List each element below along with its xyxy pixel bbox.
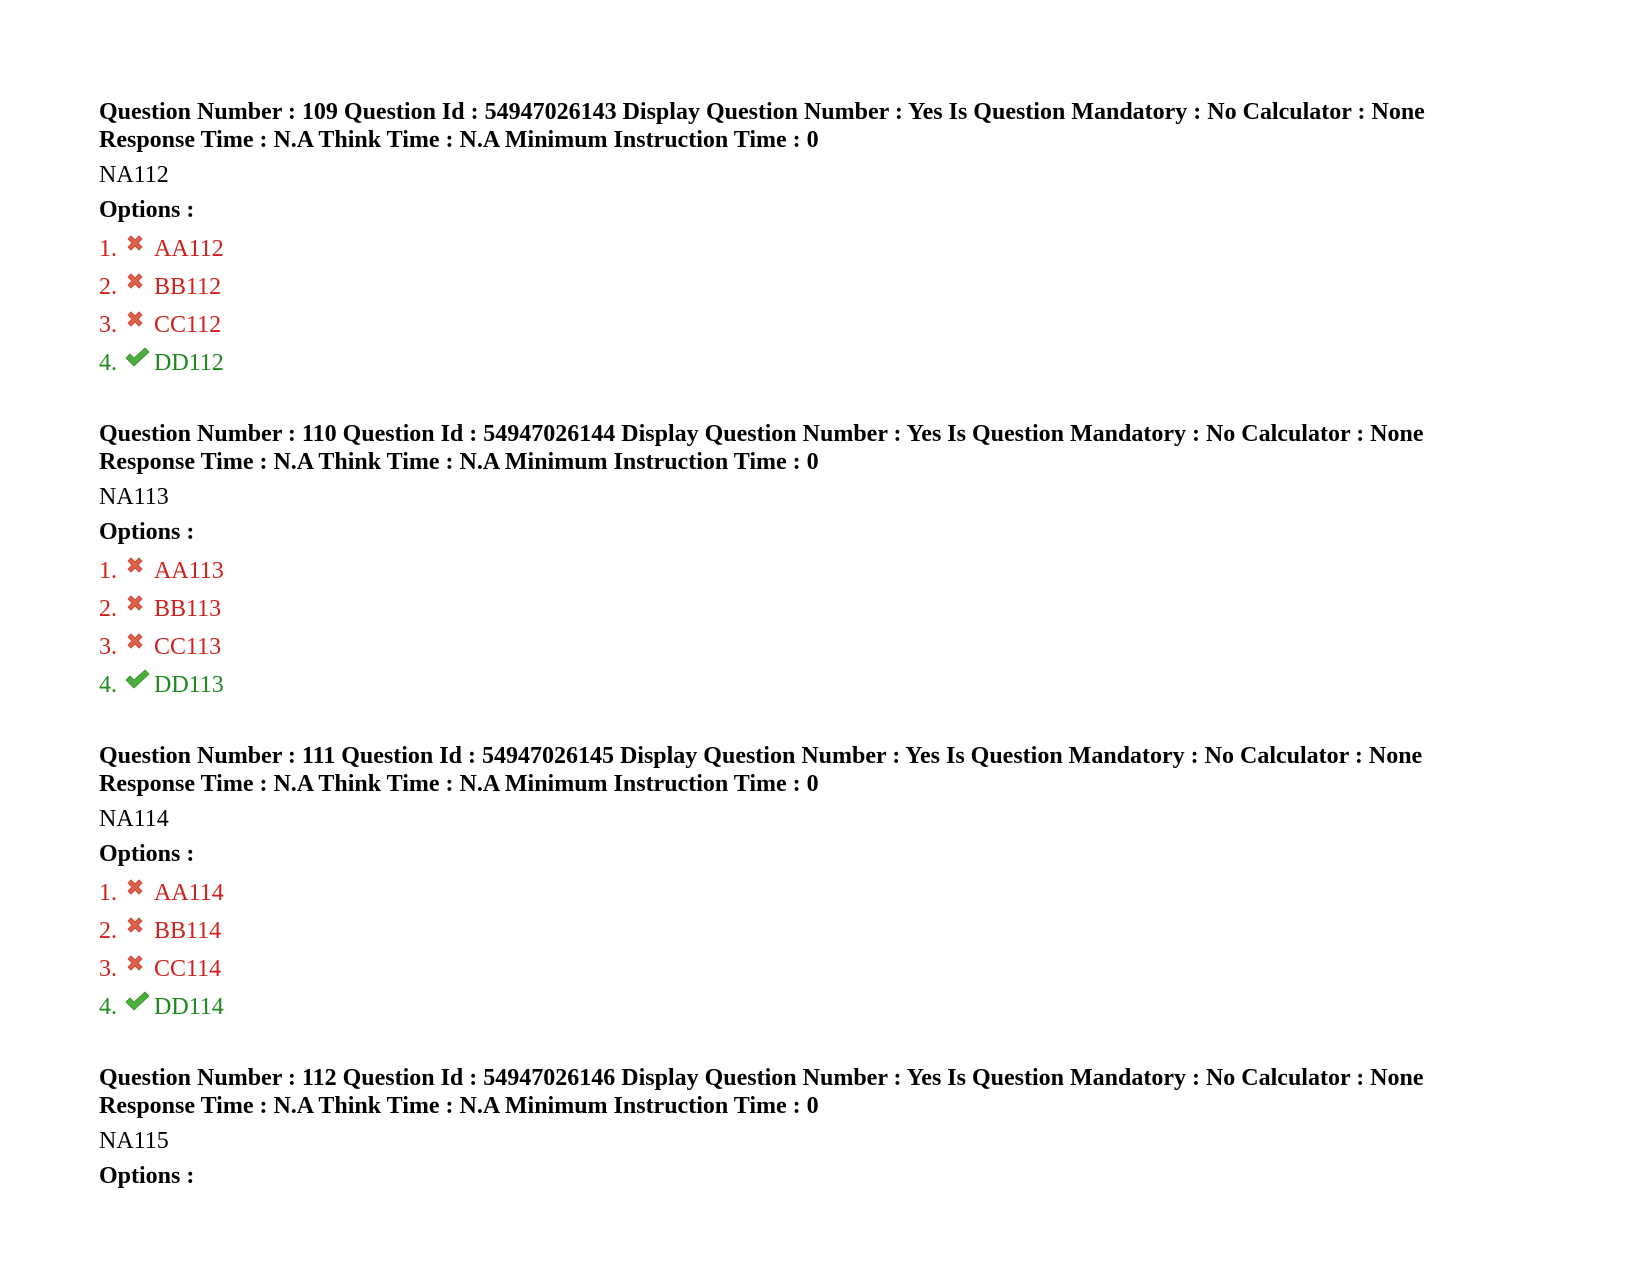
option-item: [99, 344, 1579, 382]
option-text: AA112: [154, 236, 224, 262]
question-block: [99, 420, 1579, 704]
question-header-line2: Response Time : N.A Think Time : N.A Minimum Instruction Time : 0: [99, 771, 819, 797]
question-paper: [99, 98, 1579, 1228]
option-text: DD114: [154, 994, 224, 1020]
cross-icon: [124, 273, 154, 301]
question-text: NA114: [99, 806, 169, 832]
option-item: [99, 590, 1579, 628]
option-text: CC114: [154, 956, 222, 982]
cross-icon: [124, 879, 154, 907]
option-item: [99, 874, 1579, 912]
question-text: NA113: [99, 484, 169, 510]
question-text: NA112: [99, 162, 169, 188]
option-item: [99, 230, 1579, 268]
option-item: [99, 268, 1579, 306]
question-block: [99, 742, 1579, 1026]
option-item: [99, 628, 1579, 666]
option-number: 2.: [99, 596, 117, 622]
option-number: 4.: [99, 994, 117, 1020]
option-text: BB112: [154, 274, 222, 300]
option-text: AA114: [154, 880, 224, 906]
options-list: [99, 552, 1579, 704]
option-number: 1.: [99, 558, 117, 584]
question-header-line1: Question Number : 111 Question Id : 54947026145 Display Question Number : Yes Is Question Mandatory : No Calculator : None: [99, 743, 1423, 769]
options-list: [99, 230, 1579, 382]
options-label: Options :: [99, 519, 195, 545]
option-item: [99, 666, 1579, 704]
check-icon: [124, 671, 154, 699]
options-list: [99, 874, 1579, 1026]
option-number: 2.: [99, 918, 117, 944]
question-block: [99, 98, 1579, 382]
option-text: CC112: [154, 312, 222, 338]
option-number: 3.: [99, 634, 117, 660]
question-header-line2: Response Time : N.A Think Time : N.A Minimum Instruction Time : 0: [99, 1093, 819, 1119]
option-number: 2.: [99, 274, 117, 300]
option-text: BB114: [154, 918, 222, 944]
check-icon: [124, 993, 154, 1021]
question-header-line1: Question Number : 110 Question Id : 54947026144 Display Question Number : Yes Is Question Mandatory : No Calculator : None: [99, 421, 1424, 447]
question-block: [99, 1064, 1579, 1190]
option-number: 3.: [99, 312, 117, 338]
options-label: Options :: [99, 1163, 195, 1189]
option-text: BB113: [154, 596, 222, 622]
cross-icon: [124, 955, 154, 983]
question-text: NA115: [99, 1128, 169, 1154]
cross-icon: [124, 917, 154, 945]
option-item: [99, 988, 1579, 1026]
question-header-line2: Response Time : N.A Think Time : N.A Minimum Instruction Time : 0: [99, 127, 819, 153]
option-item: [99, 912, 1579, 950]
option-text: DD112: [154, 350, 224, 376]
option-item: [99, 950, 1579, 988]
question-header-line2: Response Time : N.A Think Time : N.A Minimum Instruction Time : 0: [99, 449, 819, 475]
option-number: 1.: [99, 880, 117, 906]
option-text: AA113: [154, 558, 224, 584]
options-label: Options :: [99, 197, 195, 223]
option-number: 4.: [99, 350, 117, 376]
option-item: [99, 306, 1579, 344]
cross-icon: [124, 633, 154, 661]
option-number: 3.: [99, 956, 117, 982]
question-header-line1: Question Number : 109 Question Id : 54947026143 Display Question Number : Yes Is Question Mandatory : No Calculator : None: [99, 99, 1425, 125]
cross-icon: [124, 595, 154, 623]
options-label: Options :: [99, 841, 195, 867]
option-number: 4.: [99, 672, 117, 698]
option-number: 1.: [99, 236, 117, 262]
option-text: DD113: [154, 672, 224, 698]
check-icon: [124, 349, 154, 377]
question-header-line1: Question Number : 112 Question Id : 54947026146 Display Question Number : Yes Is Question Mandatory : No Calculator : None: [99, 1065, 1424, 1091]
option-item: [99, 552, 1579, 590]
cross-icon: [124, 557, 154, 585]
cross-icon: [124, 311, 154, 339]
cross-icon: [124, 235, 154, 263]
option-text: CC113: [154, 634, 222, 660]
